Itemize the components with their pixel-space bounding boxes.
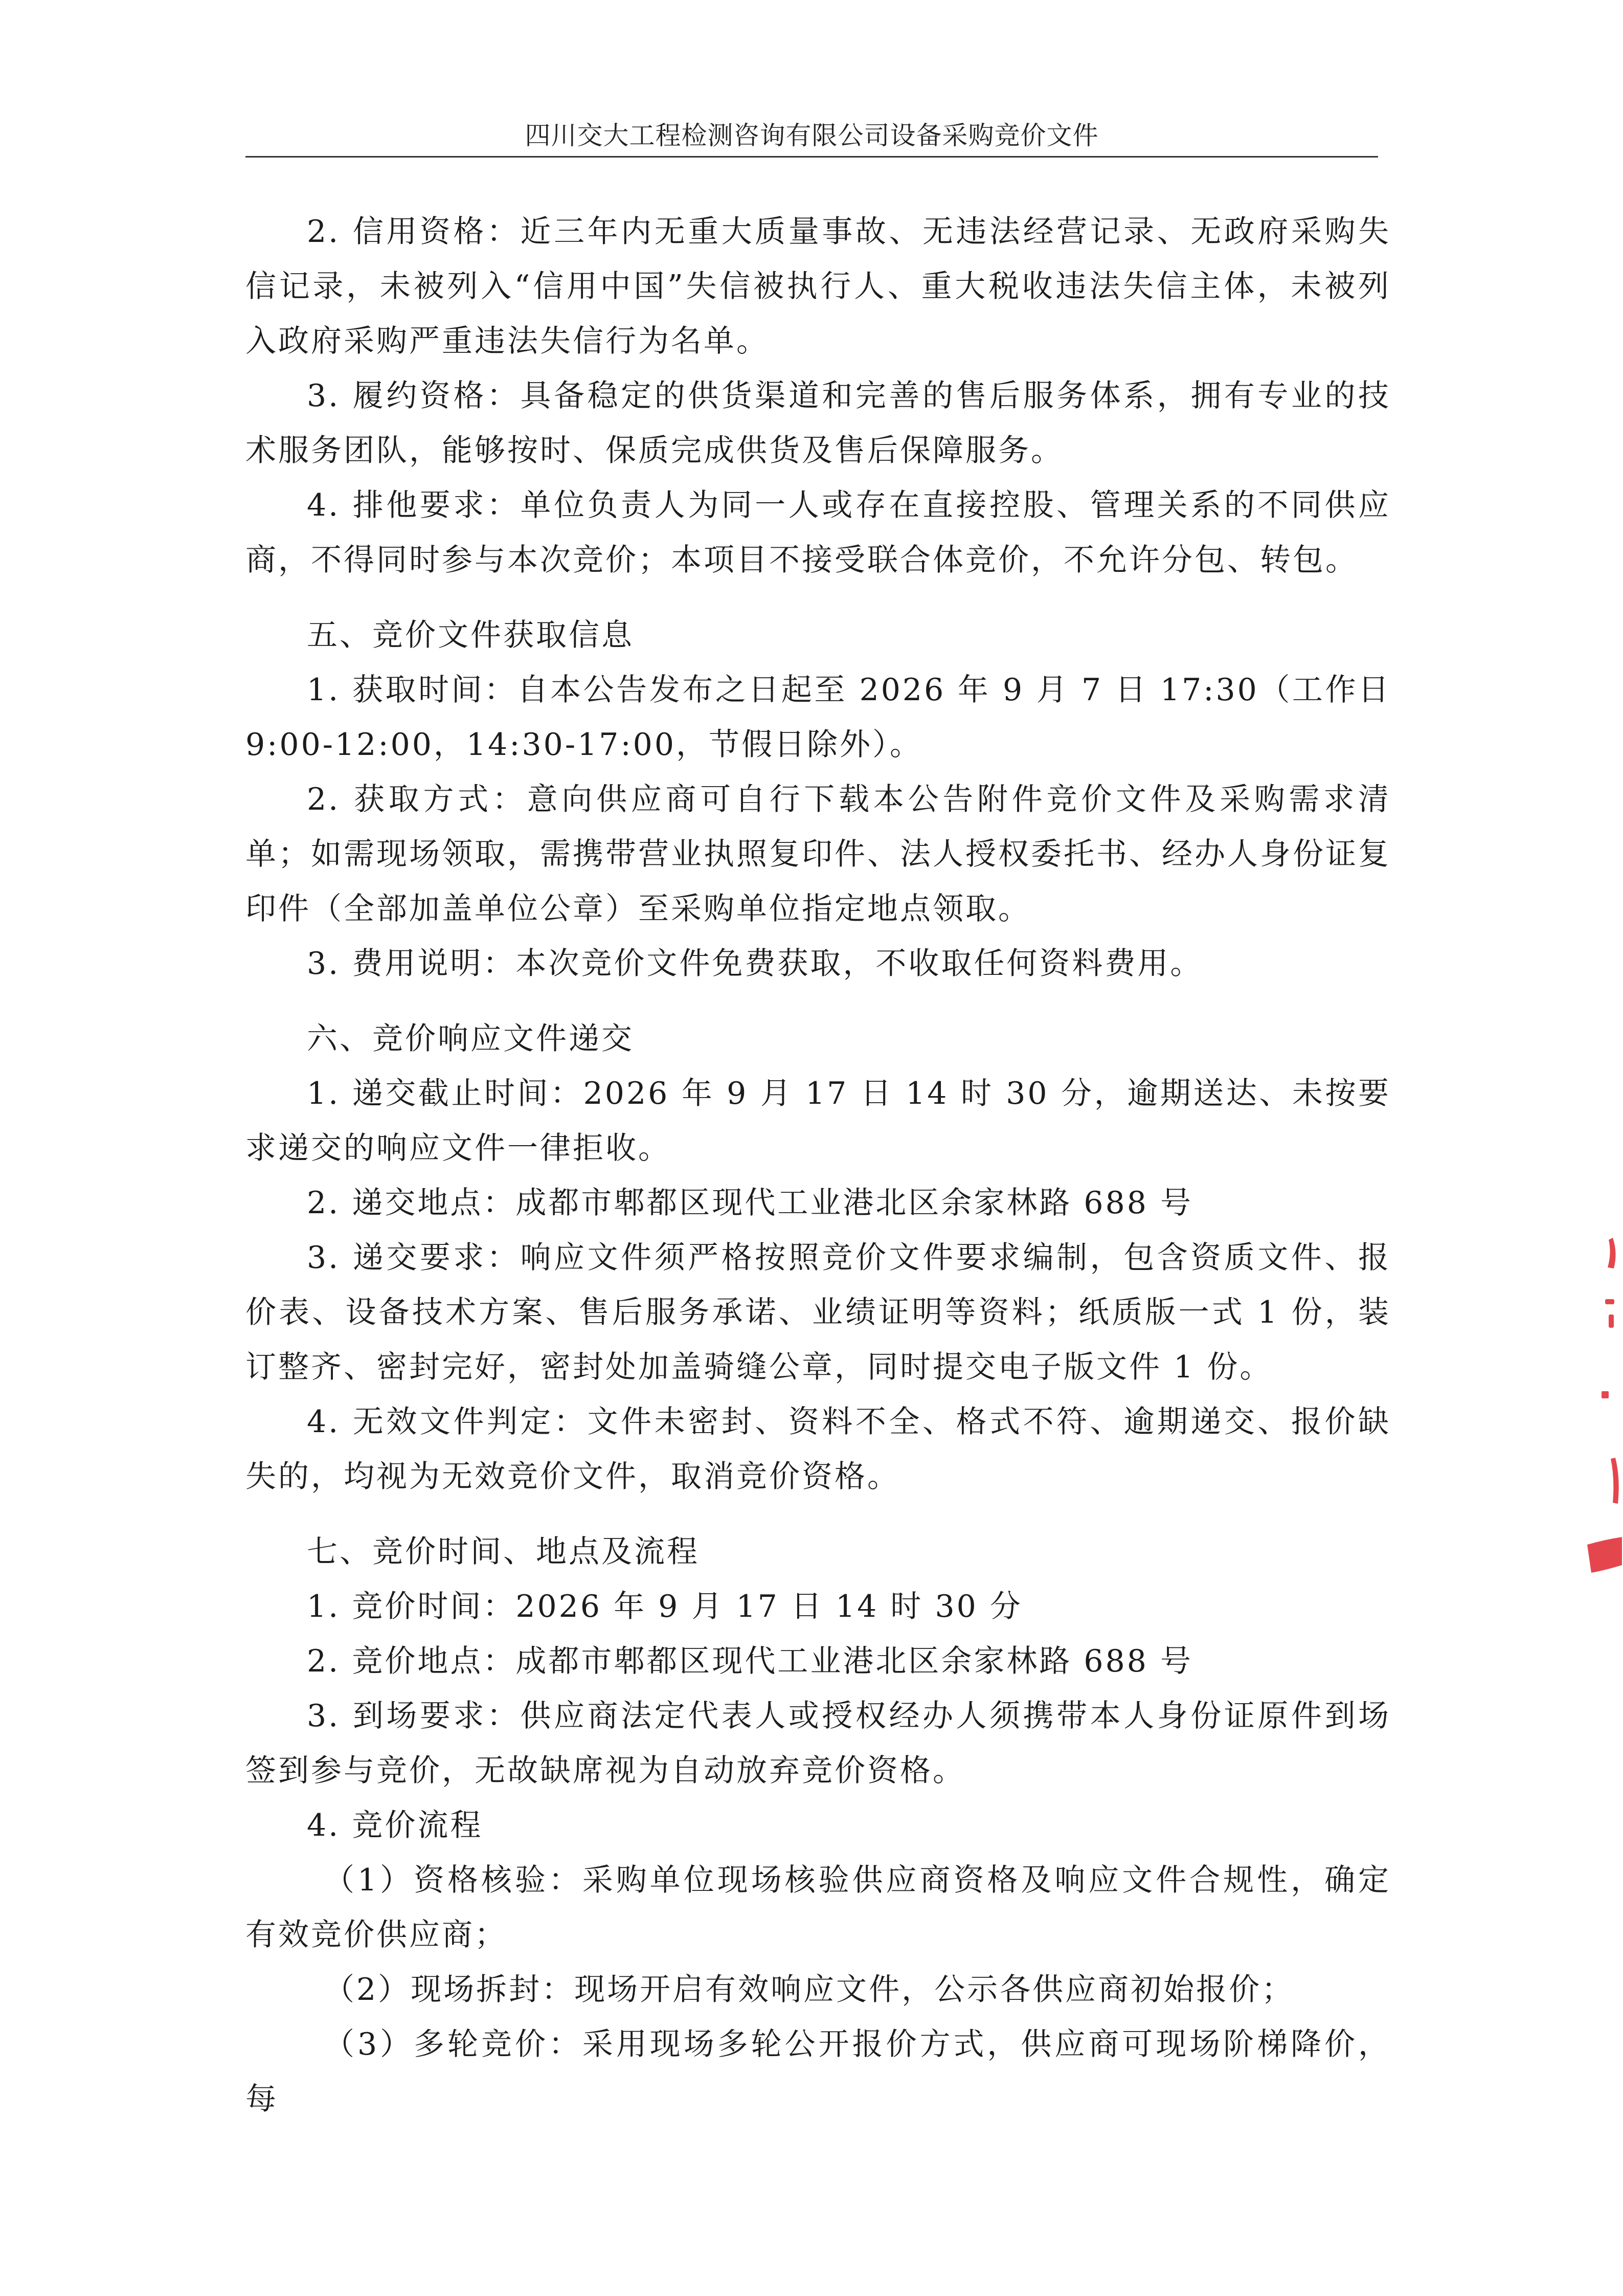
section-heading-5: 五、竞价文件获取信息 — [307, 617, 634, 653]
process-step-multi-round-bidding: （3）多轮竞价：采用现场多轮公开报价方式，供应商可现场阶梯降价，每 — [245, 2026, 1391, 2117]
process-step-opening: （2）现场拆封：现场开启有效响应文件，公示各供应商初始报价； — [324, 1972, 1295, 2008]
paragraph-acquisition-time: 1. 获取时间：自本公告发布之日起至 2026 年 9 月 7 日 17:30（工作日 9:00-12:00，14:30-17:00，节假日除外）。 — [245, 672, 1391, 763]
paragraph-bidding-location: 2. 竞价地点：成都市郫都区现代工业港北区余家林路 688 号 — [307, 1643, 1193, 1679]
paragraph-invalid-documents: 4. 无效文件判定：文件未密封、资料不全、格式不符、逾期递交、报价缺失的，均视为无效竞价文件，取消竞价资格。 — [245, 1404, 1391, 1495]
page-header-title: 四川交大工程检测咨询有限公司设备采购竞价文件 — [525, 121, 1099, 150]
paragraph-submission-deadline: 1. 递交截止时间：2026 年 9 月 17 日 14 时 30 分，逾期送达、未按要求递交的响应文件一律拒收。 — [245, 1076, 1391, 1166]
process-step-qualification-check: （1）资格核验：采购单位现场核验供应商资格及响应文件合规性，确定有效竞价供应商； — [245, 1862, 1391, 1953]
seal-fragment-icon — [1577, 1238, 1623, 1596]
section-heading-7: 七、竞价时间、地点及流程 — [307, 1534, 700, 1570]
document-body — [245, 205, 1391, 2127]
paragraph-submission-requirements: 3. 递交要求：响应文件须严格按照竞价文件要求编制，包含资质文件、报价表、设备技术方案、售后服务承诺、业绩证明等资料；纸质版一式 1 份，装订整齐、密封完好，密封处加盖骑缝公章，同时提交电子版文件 1 份。 — [245, 1240, 1391, 1385]
paragraph-attendance-requirements: 3. 到场要求：供应商法定代表人或授权经办人须携带本人身份证原件到场签到参与竞价，无故缺席视为自动放弃竞价资格。 — [245, 1698, 1391, 1789]
paragraph-submission-location: 2. 递交地点：成都市郫都区现代工业港北区余家林路 688 号 — [307, 1185, 1193, 1221]
paragraph-credit-qualification: 2. 信用资格：近三年内无重大质量事故、无违法经营记录、无政府采购失信记录，未被列入“信用中国”失信被执行人、重大税收违法失信主体，未被列入政府采购严重违法失信行为名单。 — [245, 214, 1391, 359]
paragraph-exclusion-requirements: 4. 排他要求：单位负责人为同一人或存在直接控股、管理关系的不同供应商，不得同时参与本次竞价；本项目不接受联合体竞价，不允许分包、转包。 — [245, 487, 1391, 578]
section-heading-6: 六、竞价响应文件递交 — [307, 1021, 634, 1057]
header-divider — [245, 156, 1378, 158]
paragraph-performance-qualification: 3. 履约资格：具备稳定的供货渠道和完善的售后服务体系，拥有专业的技术服务团队，能够按时、保质完成供货及售后保障服务。 — [245, 378, 1391, 469]
paragraph-bidding-process: 4. 竞价流程 — [307, 1808, 483, 1843]
paragraph-fee-note: 3. 费用说明：本次竞价文件免费获取，不收取任何资料费用。 — [307, 946, 1203, 982]
paragraph-acquisition-method: 2. 获取方式：意向供应商可自行下载本公告附件竞价文件及采购需求清单；如需现场领取，需携带营业执照复印件、法人授权委托书、经办人身份证复印件（全部加盖单位公章）至采购单位指定地点领取。 — [245, 782, 1391, 927]
paragraph-bidding-time: 1. 竞价时间：2026 年 9 月 17 日 14 时 30 分 — [307, 1589, 1023, 1624]
